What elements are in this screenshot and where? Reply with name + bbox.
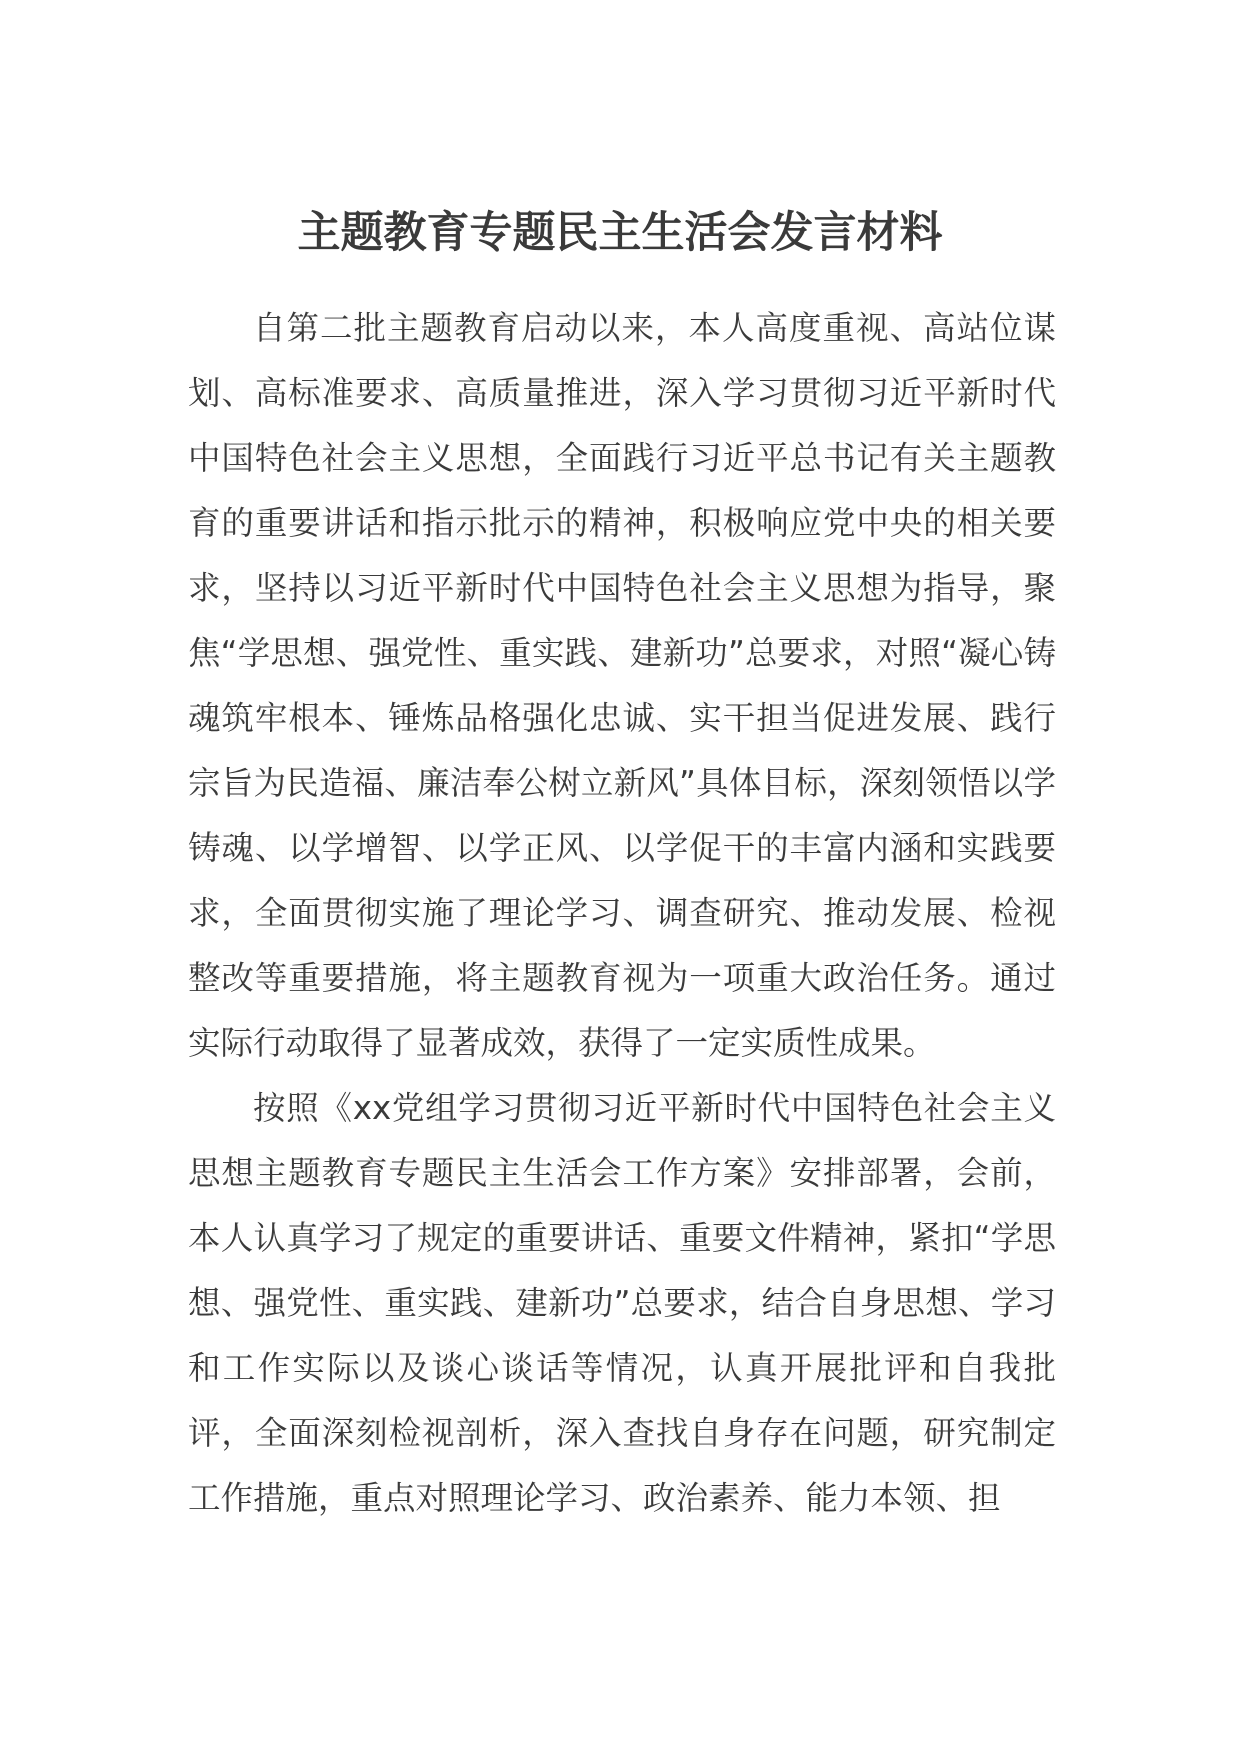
document-body: [188, 296, 1056, 1531]
paragraph-1: 自第二批主题教育启动以来，本人高度重视、高站位谋划、高标准要求、高质量推进，深入学习贯彻习近平新时代中国特色社会主义思想，全面践行习近平总书记有关主题教育的重要讲话和指示批示的精神，积极响应党中央的相关要求，坚持以习近平新时代中国特色社会主义思想为指导，聚焦“学思想、强党性、重实践、建新功”总要求，对照“凝心铸魂筑牢根本、锤炼品格强化忠诚、实干担当促进发展、践行宗旨为民造福、廉洁奉公树立新风”具体目标，深刻领悟以学铸魂、以学增智、以学正风、以学促干的丰富内涵和实践要求，全面贯彻实施了理论学习、调查研究、推动发展、检视整改等重要措施，将主题教育视为一项重大政治任务。通过实际行动取得了显著成效，获得了一定实质性成果。: [188, 309, 1056, 1062]
paragraph-2: 按照《xx党组学习贯彻习近平新时代中国特色社会主义思想主题教育专题民主生活会工作方案》安排部署，会前，本人认真学习了规定的重要讲话、重要文件精神，紧扣“学思想、强党性、重实践、建新功”总要求，结合自身思想、学习和工作实际以及谈心谈话等情况，认真开展批评和自我批评，全面深刻检视剖析，深入查找自身存在问题，研究制定工作措施，重点对照理论学习、政治素养、能力本领、担: [188, 1089, 1056, 1517]
document-title: 主题教育专题民主生活会发言材料: [297, 208, 943, 258]
